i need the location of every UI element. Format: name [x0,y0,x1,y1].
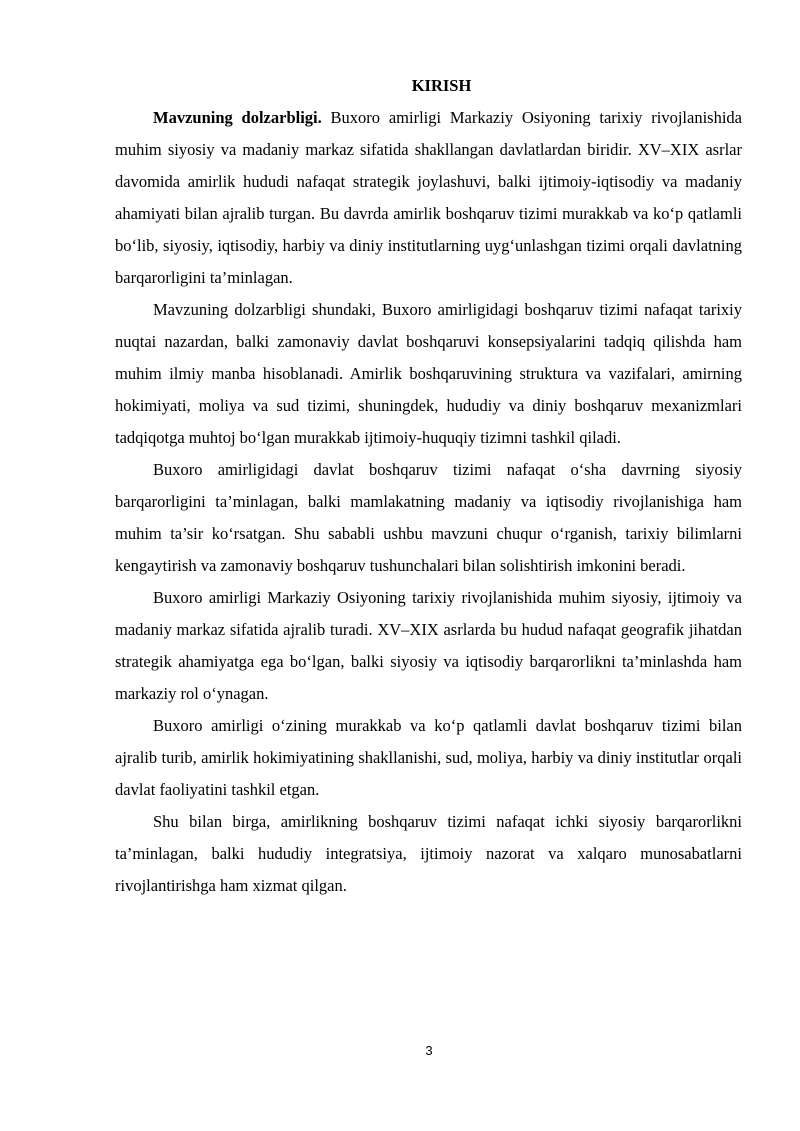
paragraph: Buxoro amirligidagi davlat boshqaruv tizimi nafaqat o‘sha davrning siyosiy barqarorligini ta’minlagan, balki mamlakatning madaniy va iqtisodiy rivojlanishiga ham muhim ta’sir ko‘rsatgan. Shu sababli ushbu mavzuni chuqur o‘rganish, tarixiy bilimlarni kengaytirish va zamonaviy boshqaruv tushunchalari bilan solishtirish imkonini beradi. [115,460,742,575]
paragraph-text: Buxoro amirligi Markaziy Osiyoning tarixiy rivojlanishida muhim siyosiy va madaniy markaz sifatida shakllangan davlatlardan biridir. XV–XIX asrlar davomida amirlik hududi nafaqat strategik joylashuvi, balki ijtimoiy-iqtisodiy va madaniy ahamiyati bilan ajralib turgan. Bu davrda amirlik boshqaruv tizimi murakkab va ko‘p qatlamli bo‘lib, siyosiy, iqtisodiy, harbiy va diniy institutlarning uyg‘unlashgan tizimi orqali davlatning barqarorligini ta’minlagan. [115,108,742,287]
paragraph-lead: Mavzuning dolzarbligi. [153,108,322,127]
paragraph-relevance [115,102,742,294]
page-number: 3 [425,1043,433,1058]
paragraph: Buxoro amirligi o‘zining murakkab va ko‘p qatlamli davlat boshqaruv tizimi bilan ajralib turib, amirlik hokimiyatining shakllanishi, sud, moliya, harbiy va diniy institutlar orqali davlat faoliyatini tashkil etgan. [115,716,742,799]
paragraph: Mavzuning dolzarbligi shundaki, Buxoro amirligidagi boshqaruv tizimi nafaqat tarixiy nuqtai nazardan, balki zamonaviy davlat boshqaruvi konsepsiyalarini tadqiq qilishda ham muhim ilmiy manba hisoblanadi. Amirlik boshqaruvining struktura va vazifalari, amirning hokimiyati, moliya va sud tizimi, shuningdek, hududiy va diniy boshqaruv mexanizmlari tadqiqotga muhtoj bo‘lgan murakkab ijtimoiy-huquqiy tizimni tashkil qiladi. [115,300,742,447]
paragraph: Shu bilan birga, amirlikning boshqaruv tizimi nafaqat ichki siyosiy barqarorlikni ta’minlagan, balki hududiy integratsiya, ijtimoiy nazorat va xalqaro munosabatlarni rivojlantirishga ham xizmat qilgan. [115,812,742,895]
document-page [115,70,742,902]
section-heading: KIRISH [411,76,472,95]
paragraph: Buxoro amirligi Markaziy Osiyoning tarixiy rivojlanishida muhim siyosiy, ijtimoiy va madaniy markaz sifatida ajralib turadi. XV–XIX asrlarda bu hudud nafaqat geografik jihatdan strategik ahamiyatga ega bo‘lgan, balki siyosiy va iqtisodiy barqarorlikni ta’minlashda ham markaziy rol o‘ynagan. [115,588,742,703]
